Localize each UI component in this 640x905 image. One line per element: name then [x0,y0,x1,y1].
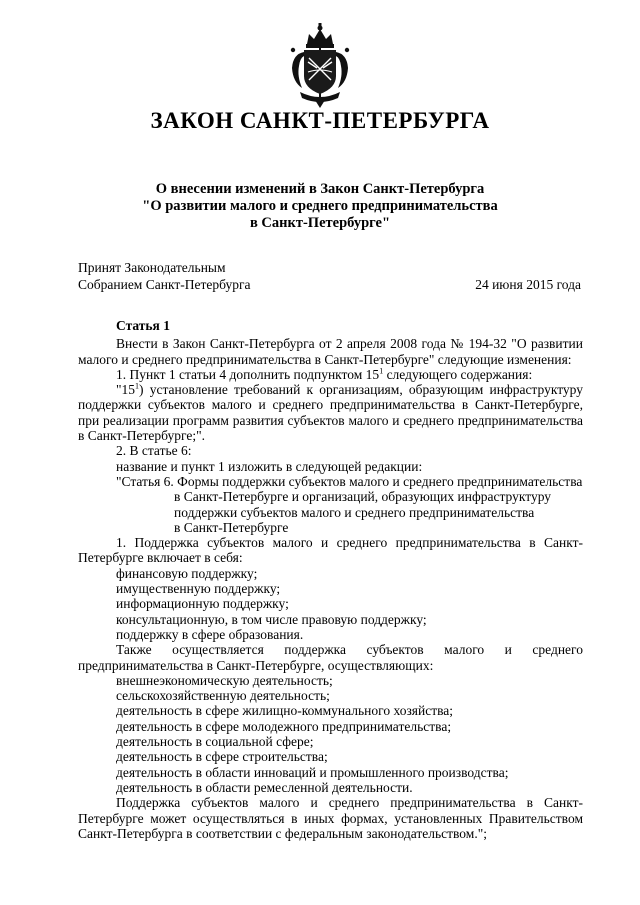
list-item: информационную поддержку; [116,596,289,612]
law-subject [0,181,640,232]
article-heading: Статья 1 [116,318,170,333]
law-title: ЗАКОН САНКТ-ПЕТЕРБУРГА [150,108,490,133]
list-item: внешнеэкономическую деятельность; [116,672,333,688]
paragraph: 1. Поддержка субъектов малого и среднего предпринимательства в Санкт-Петербурге включает в себя: [78,535,583,566]
subject-line: О внесении изменений в Закон Санкт-Петербурга [155,181,485,197]
paragraph: название и пункт 1 изложить в следующей редакции: [116,458,423,474]
paragraph: "$15^1$) установление требований к организациям, образующим инфраструктуру поддержки субъектов малого и среднего предпринимательства в Санкт-Петербурге, при реализации программ развития субъектов малого и среднего предпринимательства в Санкт-Петербурге;". [78,381,583,444]
list-item: поддержку в сфере образования. [116,626,304,642]
paragraph: Также осуществляется поддержка субъектов малого и среднего предпринимательства в Санкт-Петербурге, осуществляющих: [78,642,583,673]
article-6-title-cont: в Санкт-Петербурге [174,519,289,535]
article-6-title: "Статья 6. Формы поддержки субъектов малого и среднего предпринимательства [116,473,583,489]
list-item: консультационную, в том числе правовую поддержку; [116,611,427,627]
list-item: деятельность в области инноваций и промышленного производства; [116,764,509,780]
list-item: деятельность в сфере строительства; [116,749,328,765]
paragraph: Поддержка субъектов малого и среднего предпринимательства в Санкт-Петербурге может осуществляться в иных формах, установленных Правительством Санкт-Петербурга в соответствии с федеральным законодательством."; [78,795,583,841]
adoption-line: Собранием Санкт-Петербурга [78,277,251,292]
paragraph: 1. Пункт 1 статьи 4 дополнить подпунктом $15^1$ следующего содержания: [116,366,533,382]
article-6-title-cont: в Санкт-Петербурге и организаций, образующих инфраструктуру [174,489,552,505]
list-item: деятельность в социальной сфере; [116,734,314,750]
list-item: деятельность в области ремесленной деятельности. [116,779,413,795]
adoption-note [78,259,251,293]
adoption-date: 24 июня 2015 года [475,277,581,292]
paragraph: Внести в Закон Санкт-Петербурга от 2 апреля 2008 года № 194-32 "О развитии малого и среднего предпринимательства в Санкт-Петербурге" следующие изменения: [78,336,583,367]
paragraph: 2. В статье 6: [116,443,192,459]
adoption-line: Принят Законодательным [78,260,226,275]
list-item: сельскохозяйственную деятельность; [116,688,330,704]
article-6-title-cont: поддержки субъектов малого и среднего предпринимательства [174,504,535,520]
document-body [78,318,583,841]
list-item: деятельность в сфере молодежного предпринимательства; [116,718,452,734]
coat-of-arms-emblem [287,22,353,108]
list-item: имущественную поддержку; [116,581,281,597]
list-item: финансовую поддержку; [116,565,258,581]
subject-line: в Санкт-Петербурге" [249,215,391,231]
subject-line: "О развитии малого и среднего предпринимательства [142,198,498,214]
list-item: деятельность в сфере жилищно-коммунального хозяйства; [116,703,454,719]
